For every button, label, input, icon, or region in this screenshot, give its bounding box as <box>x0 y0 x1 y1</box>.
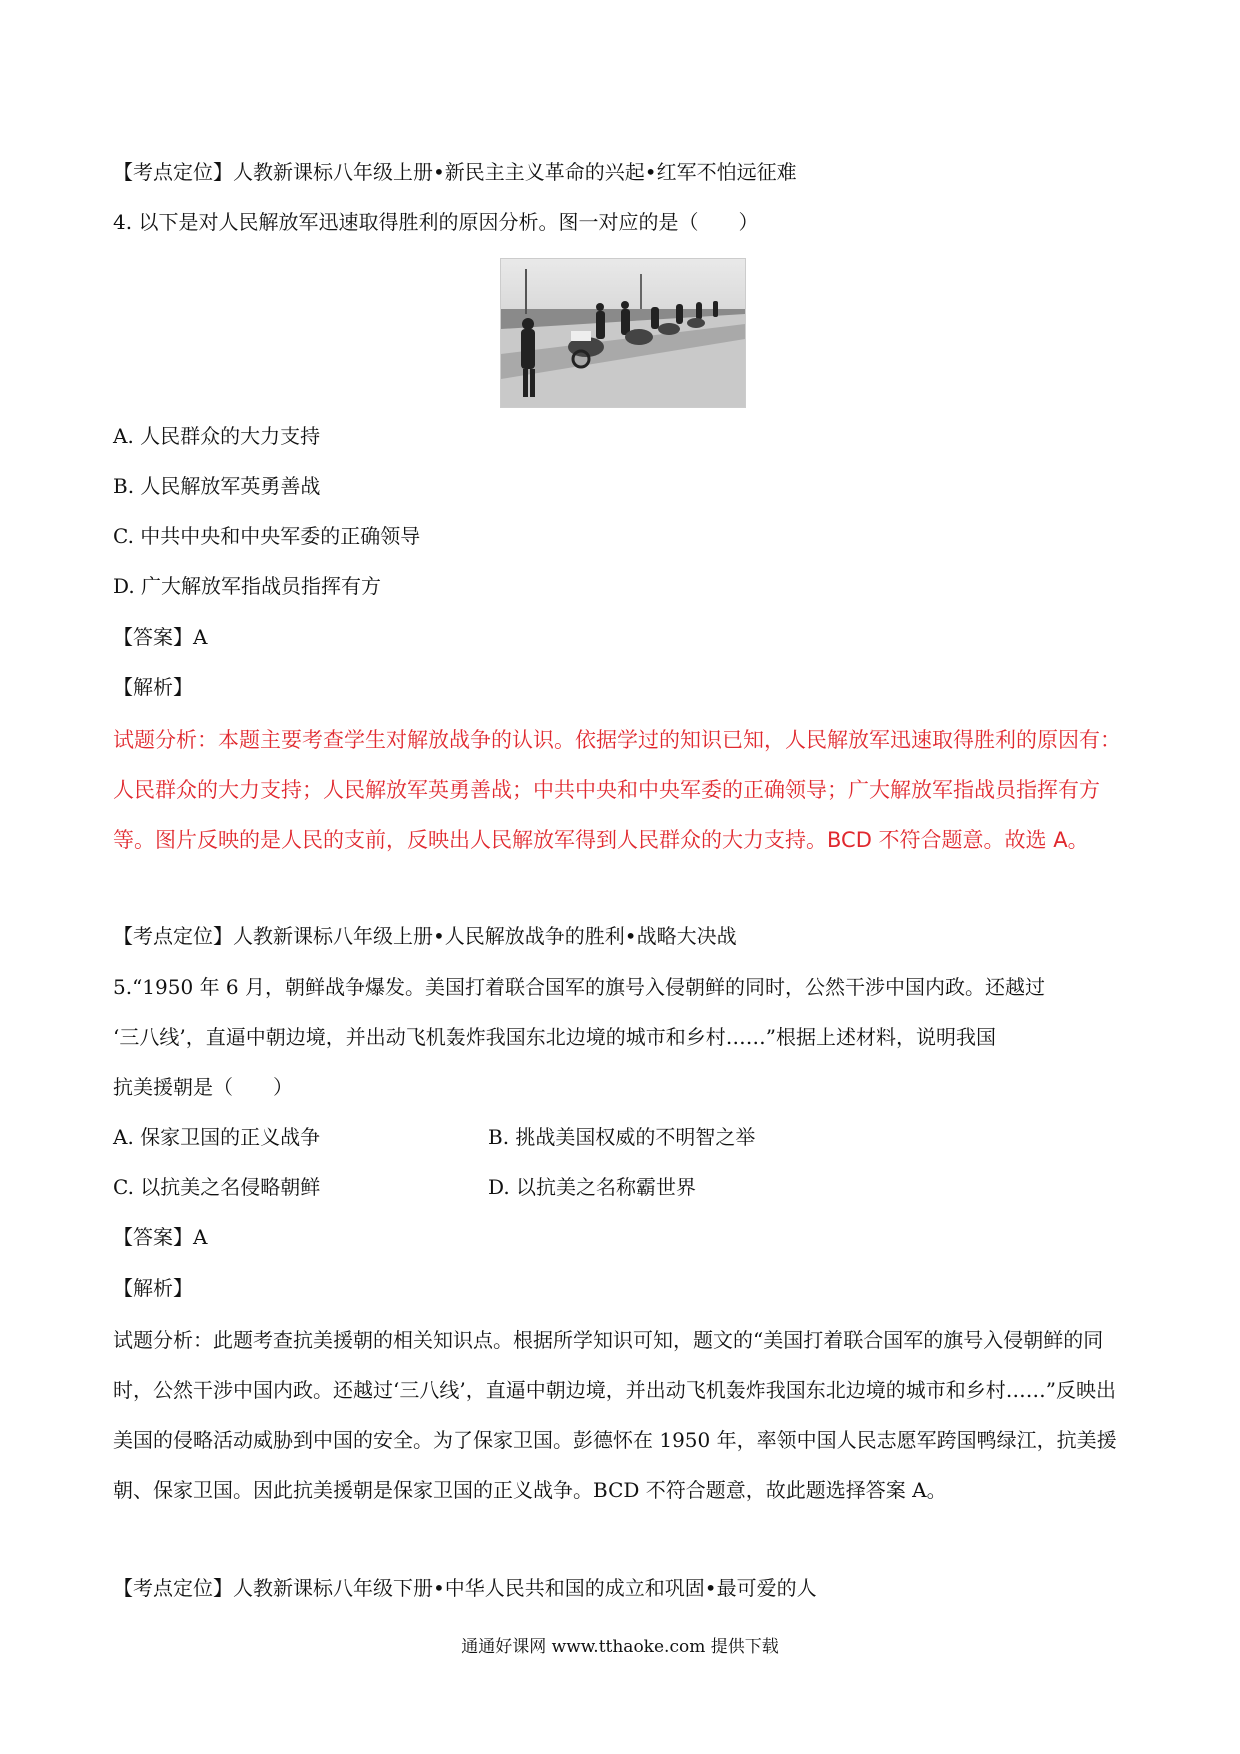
question-5-stem-line1: 5.“1950 年 6 月，朝鲜战争爆发。美国打着联合国军的旗号入侵朝鲜的同时，公然干涉中国内政。还越过 <box>113 975 1046 999</box>
q5-option-d: D. 以抗美之名称霸世界 <box>488 1175 697 1199</box>
q5-option-b: B. 挑战美国权威的不明智之举 <box>488 1125 756 1149</box>
q5-analysis-text: 试题分析：此题考查抗美援朝的相关知识点。根据所学知识可知，题文的“美国打着联合国军的旗号入侵朝鲜的同时，公然干涉中国内政。还越过‘三八线’，直逼中朝边境，并出动飞机轰炸我国东北边境的城市和乡村……”反映出美国的侵略活动威胁到中国的安全。为了保家卫国。彭德怀在 1950 年，率领中国人民志愿军跨国鸭绿江，抗美援朝、保家卫国。因此抗美援朝是保家卫国的正义战争。BCD 不符合题意，故此题选择答案 A。 <box>113 1328 1117 1502</box>
kaodian-q4: 【考点定位】人教新课标八年级上册•人民解放战争的胜利•战略大决战 <box>113 924 737 948</box>
q5-option-c: C. 以抗美之名侵略朝鲜 <box>113 1175 321 1199</box>
q5-answer: 【答案】A <box>113 1225 208 1249</box>
support-front-photo <box>500 258 746 408</box>
kaodian-q5: 【考点定位】人教新课标八年级下册•中华人民共和国的成立和巩固•最可爱的人 <box>113 1576 817 1600</box>
q5-option-a: A. 保家卫国的正义战争 <box>113 1125 321 1149</box>
page-footer: 通通好课网 www.tthaoke.com 提供下载 <box>461 1637 779 1657</box>
q4-analysis-label: 【解析】 <box>113 675 193 699</box>
q4-option-a: A. 人民群众的大力支持 <box>113 424 321 448</box>
q4-option-d: D. 广大解放军指战员指挥有方 <box>113 574 382 598</box>
q5-analysis-label: 【解析】 <box>113 1276 193 1300</box>
kaodian-q3: 【考点定位】人教新课标八年级上册•新民主主义革命的兴起•红军不怕远征难 <box>113 160 797 184</box>
q4-option-c: C. 中共中央和中央军委的正确领导 <box>113 524 421 548</box>
question-4-stem: 4. 以下是对人民解放军迅速取得胜利的原因分析。图一对应的是（ ） <box>113 210 759 234</box>
q4-option-b: B. 人民解放军英勇善战 <box>113 474 321 498</box>
q4-answer: 【答案】A <box>113 625 208 649</box>
question-5-stem-line3: 抗美援朝是（ ） <box>113 1075 293 1099</box>
q4-analysis-text: 试题分析：本题主要考查学生对解放战争的认识。依据学过的知识已知，人民解放军迅速取得胜利的原因有：人民群众的大力支持；人民解放军英勇善战；中共中央和中央军委的正确领导；广大解放军指战员指挥有方等。图片反映的是人民的支前，反映出人民解放军得到人民群众的大力支持。BCD 不符合题意。故选 A。 <box>113 728 1121 852</box>
question-5-stem-line2: ‘三八线’，直逼中朝边境，并出动飞机轰炸我国东北边境的城市和乡村……”根据上述材料，说明我国 <box>113 1025 996 1049</box>
